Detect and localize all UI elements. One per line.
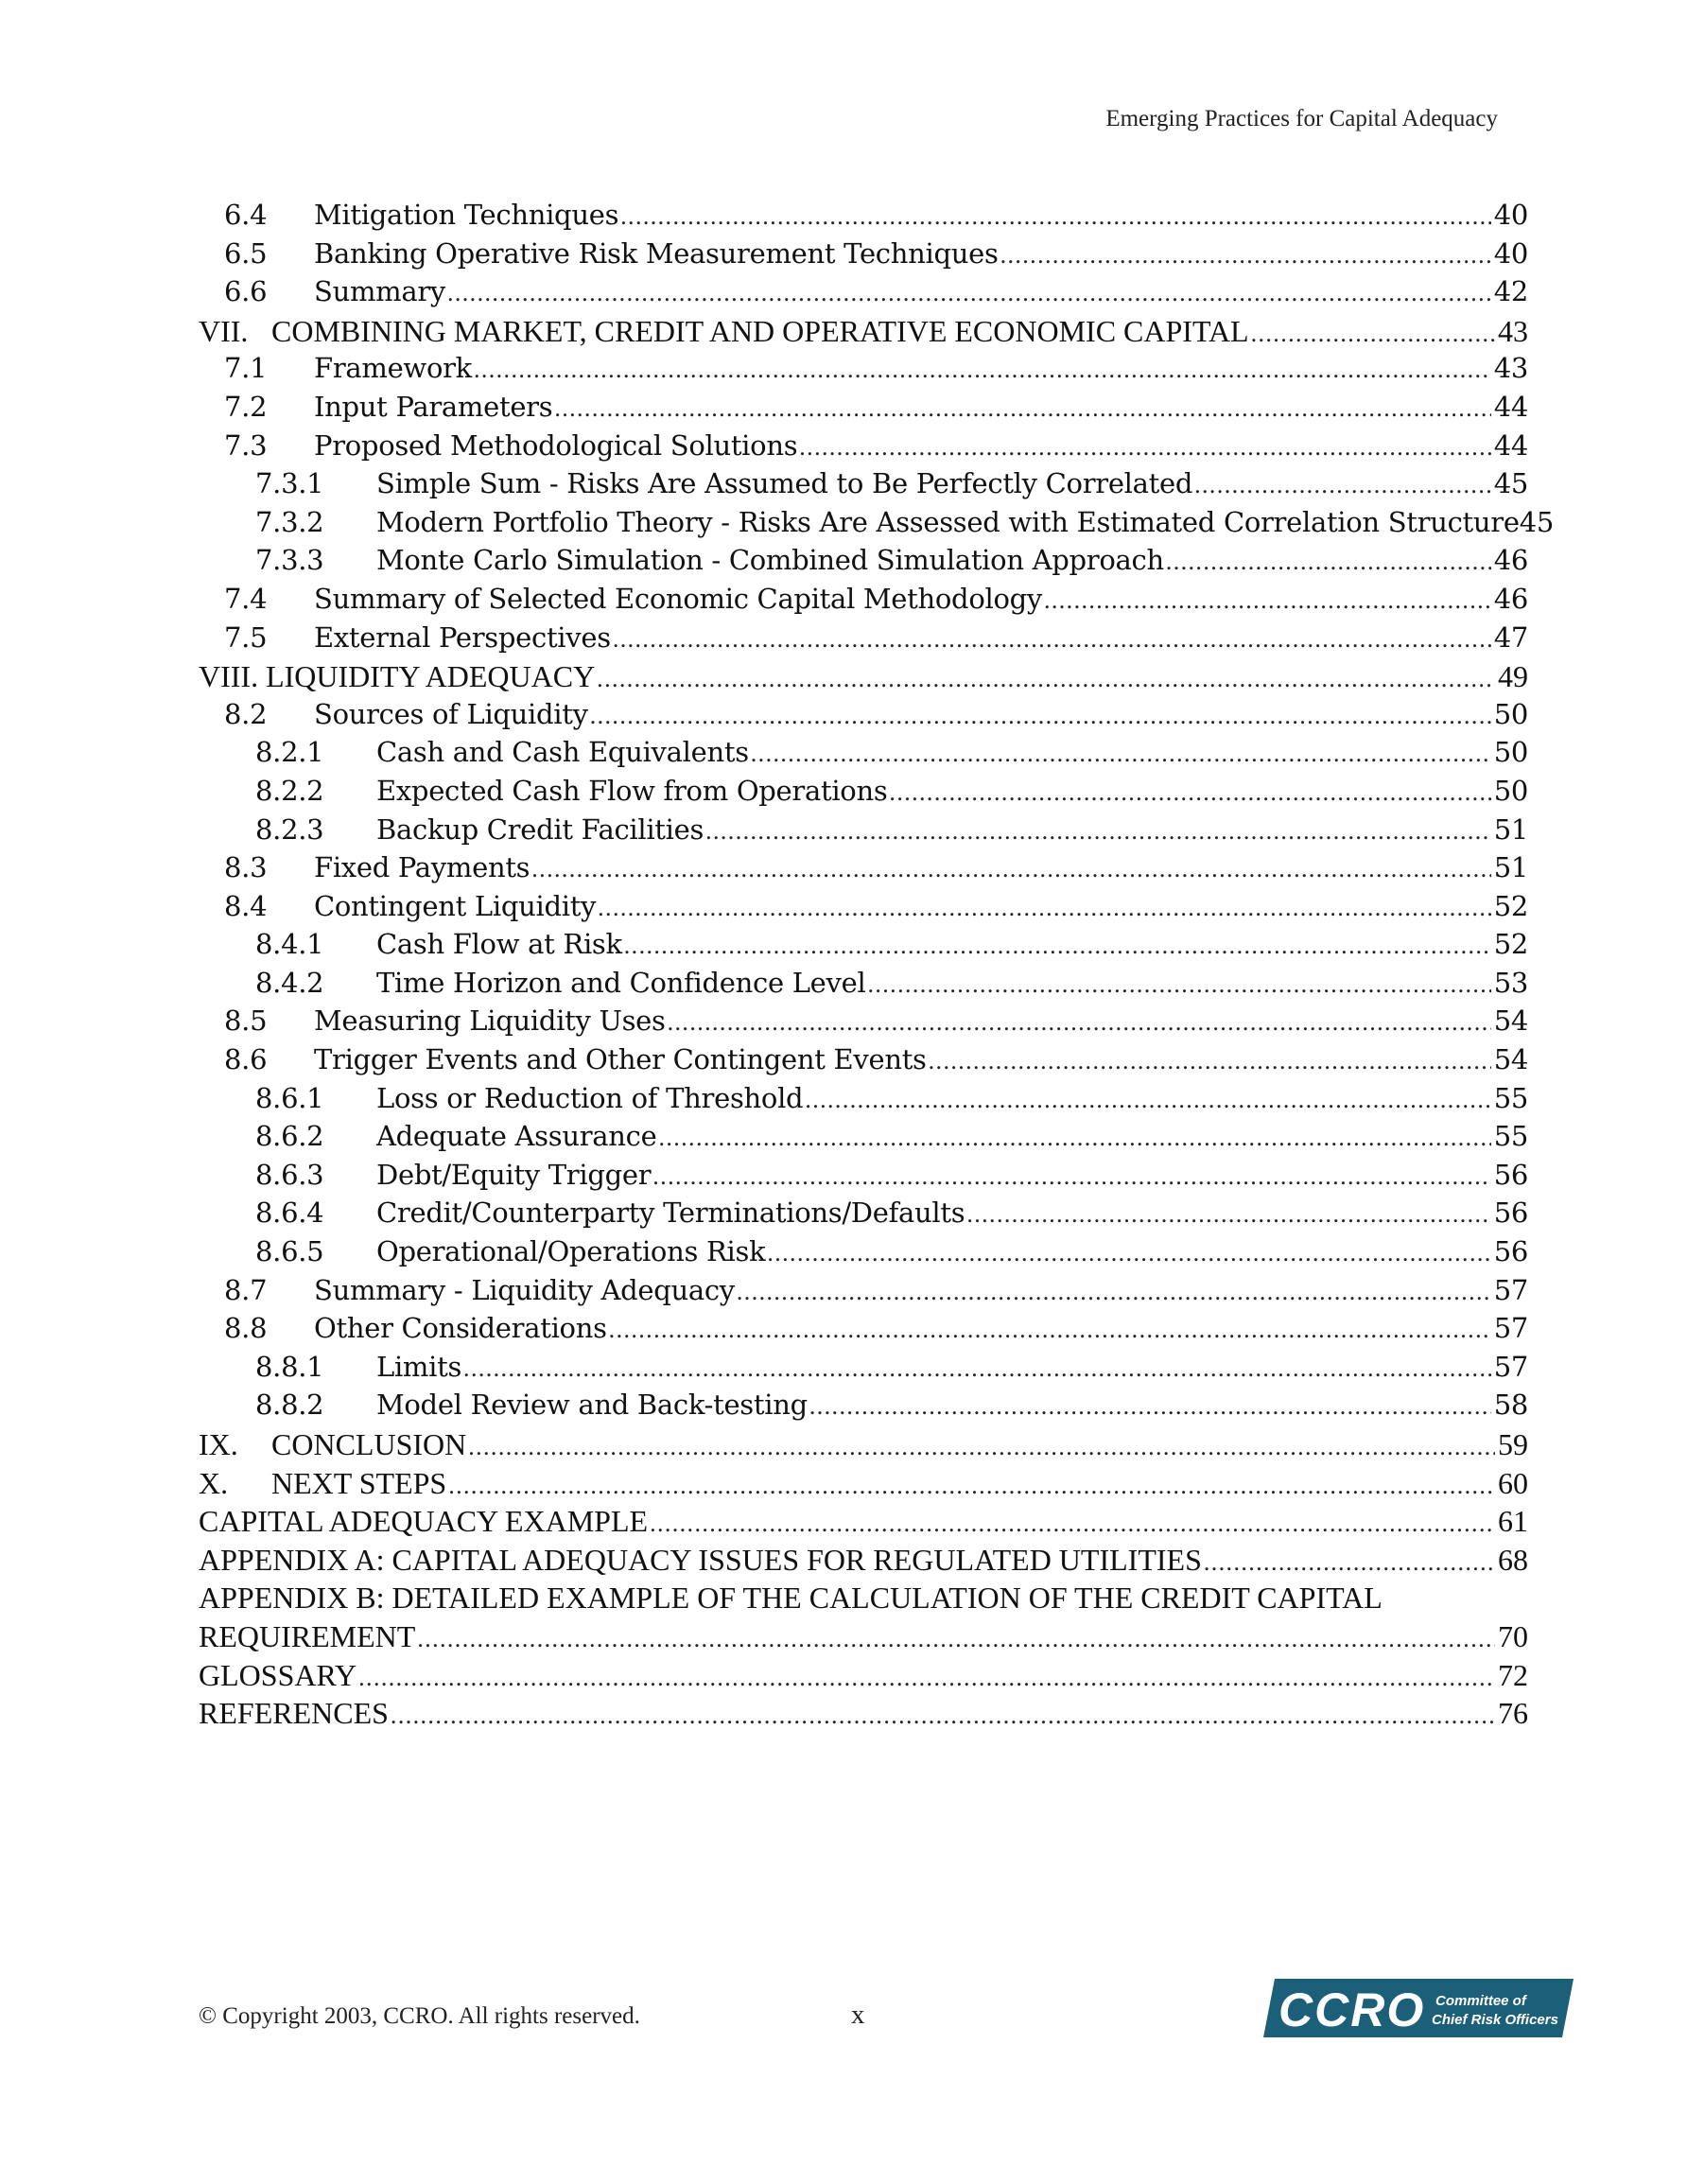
- toc-dot-leader: [447, 279, 1491, 307]
- toc-entry-title: REFERENCES: [199, 1696, 389, 1731]
- toc-dot-leader: [1194, 471, 1491, 499]
- toc-entry-number: 6.6: [224, 275, 268, 308]
- toc-dot-leader: [554, 394, 1490, 423]
- toc-dot-leader: [867, 970, 1490, 999]
- toc-entry[interactable]: [199, 1389, 1528, 1427]
- toc-entry-page: 40: [1493, 236, 1528, 270]
- toc-entry-title: Summary of Selected Economic Capital Methodology: [314, 582, 1042, 615]
- toc-entry[interactable]: [199, 1120, 1528, 1159]
- toc-entry[interactable]: [199, 698, 1528, 737]
- toc-entry-page: 44: [1493, 428, 1528, 462]
- toc-entry-number: 8.3: [224, 851, 268, 884]
- toc-entry-number: 7.4: [224, 582, 268, 615]
- toc-entry-page: 46: [1493, 544, 1528, 577]
- toc-entry-page: 56: [1493, 1235, 1528, 1268]
- toc-entry[interactable]: [199, 890, 1528, 929]
- toc-entry-title: Measuring Liquidity Uses: [314, 1005, 666, 1038]
- toc-entry[interactable]: [199, 1005, 1528, 1043]
- toc-entry-title: Time Horizon and Confidence Level: [376, 966, 866, 999]
- toc-entry-title: REQUIREMENT: [199, 1618, 416, 1653]
- toc-entry-number: 8.4.2: [255, 966, 324, 999]
- toc-entry-number: 7.3.2: [255, 505, 324, 538]
- toc-entry[interactable]: [199, 967, 1528, 1005]
- toc-dot-leader: [1251, 320, 1495, 348]
- toc-entry-title: NEXT STEPS: [271, 1465, 447, 1500]
- toc-entry[interactable]: [199, 928, 1528, 967]
- toc-entry-page: 56: [1493, 1197, 1528, 1230]
- toc-entry-title: CONCLUSION: [271, 1427, 467, 1461]
- toc-entry-title: Modern Portfolio Theory - Risks Are Assessed with Estimated Correlation Structure: [376, 505, 1520, 538]
- toc-entry[interactable]: [199, 1082, 1528, 1121]
- toc-entry[interactable]: [199, 1504, 1528, 1543]
- toc-entry[interactable]: [199, 1159, 1528, 1197]
- toc-entry[interactable]: [199, 1197, 1528, 1235]
- toc-entry[interactable]: [199, 1274, 1528, 1313]
- toc-entry[interactable]: [199, 1351, 1528, 1389]
- toc-entry-title: Model Review and Back-testing: [376, 1389, 808, 1422]
- toc-entry-title: Mitigation Techniques: [314, 199, 619, 231]
- ccro-logo-mark: CCRO: [1278, 1983, 1426, 2036]
- toc-dot-leader: [751, 740, 1491, 768]
- toc-entry-page: 43: [1498, 313, 1528, 348]
- toc-entry-number: 8.6.1: [255, 1081, 324, 1114]
- toc-entry-page: 61: [1498, 1504, 1528, 1539]
- toc-entry-number: 7.5: [224, 620, 268, 654]
- toc-entry-page: 53: [1493, 966, 1528, 999]
- toc-dot-leader: [966, 1200, 1490, 1229]
- toc-dot-leader: [767, 1239, 1490, 1267]
- toc-entry-title: Limits: [376, 1350, 462, 1383]
- toc-entry-title: Banking Operative Risk Measurement Techniques: [314, 236, 999, 270]
- toc-entry[interactable]: [199, 1619, 1528, 1658]
- toc-entry[interactable]: [199, 659, 1528, 698]
- toc-entry-page: 51: [1493, 851, 1528, 884]
- copyright-notice: © Copyright 2003, CCRO. All rights reserved.: [199, 2003, 640, 2029]
- toc-entry-page: 60: [1498, 1465, 1528, 1500]
- toc-entry[interactable]: [199, 1043, 1528, 1082]
- toc-dot-leader: [468, 1433, 1495, 1461]
- toc-entry-page: 50: [1493, 736, 1528, 769]
- toc-entry-title: CAPITAL ADEQUACY EXAMPLE: [199, 1504, 649, 1539]
- toc-entry-title: Backup Credit Facilities: [376, 812, 704, 846]
- toc-dot-leader: [737, 1278, 1491, 1306]
- toc-entry-number: 8.8: [224, 1312, 268, 1345]
- toc-entry-number: 8.6.5: [255, 1235, 324, 1268]
- toc-entry-page: 52: [1493, 889, 1528, 922]
- toc-entry-number: 6.5: [224, 236, 268, 270]
- toc-entry-page: 58: [1493, 1389, 1528, 1422]
- toc-entry[interactable]: [199, 1658, 1528, 1697]
- toc-entry-number: 8.4.1: [255, 928, 324, 961]
- toc-entry-number: 7.3: [224, 428, 268, 462]
- ccro-logo: [1261, 1977, 1575, 2039]
- toc-entry-number: 8.2.2: [255, 774, 324, 807]
- toc-entry-page: 43: [1493, 352, 1528, 385]
- toc-entry-page: 45: [1519, 505, 1554, 538]
- toc-entry-title: APPENDIX B: DETAILED EXAMPLE OF THE CALCULATION OF THE CREDIT CAPITAL: [199, 1581, 1383, 1616]
- toc-entry[interactable]: [199, 775, 1528, 813]
- toc-entry[interactable]: [199, 391, 1528, 429]
- toc-entry-number: 8.2: [224, 697, 268, 730]
- toc-dot-leader: [1000, 241, 1491, 270]
- toc-entry[interactable]: [199, 621, 1528, 660]
- toc-dot-leader: [448, 1472, 1495, 1500]
- toc-entry-title: Framework: [314, 352, 472, 385]
- toc-entry-page: 57: [1493, 1350, 1528, 1383]
- toc-entry-number: 8.6.3: [255, 1158, 324, 1191]
- toc-entry[interactable]: [199, 544, 1528, 583]
- toc-dot-leader: [1204, 1548, 1495, 1577]
- toc-dot-leader: [658, 1124, 1490, 1152]
- toc-entry-page: 55: [1493, 1120, 1528, 1153]
- toc-entry-title: GLOSSARY: [199, 1657, 357, 1692]
- toc-entry-number: 7.3.3: [255, 544, 324, 577]
- toc-entry[interactable]: [199, 1312, 1528, 1351]
- toc-entry-page: 49: [1498, 659, 1528, 694]
- toc-dot-leader: [652, 1162, 1490, 1191]
- toc-entry[interactable]: [199, 813, 1528, 852]
- toc-entry-number: 8.7: [224, 1273, 268, 1306]
- toc-entry-page: 47: [1493, 620, 1528, 654]
- toc-entry-title: Summary - Liquidity Adequacy: [314, 1273, 735, 1306]
- toc-entry[interactable]: [199, 1427, 1528, 1466]
- toc-entry[interactable]: [199, 467, 1528, 506]
- ccro-logo-line1: Committee of: [1435, 1993, 1526, 2009]
- toc-entry-number: 8.2.3: [255, 812, 324, 846]
- toc-entry-title: Cash Flow at Risk: [376, 928, 622, 961]
- toc-entry-number: 8.8.1: [255, 1350, 324, 1383]
- toc-dot-leader: [705, 817, 1491, 846]
- toc-entry-number: 6.4: [224, 199, 268, 231]
- toc-entry-page: 68: [1498, 1542, 1528, 1577]
- toc-dot-leader: [668, 1008, 1491, 1037]
- toc-entry-title: VIII. LIQUIDITY ADEQUACY: [199, 659, 596, 694]
- toc-dot-leader: [463, 1354, 1491, 1383]
- toc-dot-leader: [598, 894, 1491, 922]
- toc-entry-page: 50: [1493, 774, 1528, 807]
- toc-entry-page: 42: [1493, 275, 1528, 308]
- toc-entry-page: 76: [1498, 1696, 1528, 1731]
- toc-entry-page: 46: [1493, 582, 1528, 615]
- toc-entry-number: X.: [199, 1465, 229, 1500]
- toc-entry-title: Simple Sum - Risks Are Assumed to Be Perfectly Correlated: [376, 467, 1193, 500]
- toc-entry-title: Loss or Reduction of Threshold: [376, 1081, 804, 1114]
- toc-entry-page: 54: [1493, 1043, 1528, 1076]
- toc-dot-leader: [590, 702, 1491, 730]
- toc-dot-leader: [597, 665, 1495, 693]
- toc-entry[interactable]: [199, 199, 1528, 237]
- toc-dot-leader: [799, 433, 1490, 462]
- toc-entry-number: IX.: [199, 1427, 238, 1461]
- table-of-contents: [199, 199, 1554, 1735]
- toc-dot-leader: [809, 1392, 1491, 1421]
- toc-entry-page: 56: [1493, 1158, 1528, 1191]
- toc-entry-page: 50: [1493, 697, 1528, 730]
- toc-entry-title: COMBINING MARKET, CREDIT AND OPERATIVE ECONOMIC CAPITAL: [271, 313, 1249, 348]
- toc-entry-page: 44: [1493, 390, 1528, 423]
- toc-entry-page: 54: [1493, 1005, 1528, 1038]
- toc-entry-page: 59: [1498, 1427, 1528, 1461]
- toc-entry-title: Cash and Cash Equivalents: [376, 736, 749, 769]
- toc-entry-title: Fixed Payments: [314, 851, 530, 884]
- toc-entry-number: 7.3.1: [255, 467, 324, 500]
- toc-entry-title: Expected Cash Flow from Operations: [376, 774, 888, 807]
- toc-entry-title: Input Parameters: [314, 390, 553, 423]
- toc-entry-page: 57: [1493, 1273, 1528, 1306]
- toc-entry[interactable]: [199, 1696, 1528, 1735]
- toc-entry-number: 8.8.2: [255, 1389, 324, 1422]
- running-header: Emerging Practices for Capital Adequacy: [1105, 106, 1498, 131]
- toc-dot-leader: [650, 1510, 1495, 1538]
- toc-entry-number: 8.6.2: [255, 1120, 324, 1153]
- toc-entry-page: 72: [1498, 1657, 1528, 1692]
- toc-entry-page: 70: [1498, 1618, 1528, 1653]
- toc-entry-title: Monte Carlo Simulation - Combined Simulation Approach: [376, 544, 1164, 577]
- toc-entry[interactable]: [199, 1543, 1528, 1581]
- toc-entry[interactable]: [199, 1466, 1528, 1505]
- toc-entry-number: 8.2.1: [255, 736, 324, 769]
- toc-entry[interactable]: [199, 237, 1528, 276]
- toc-dot-leader: [613, 625, 1491, 654]
- toc-dot-leader: [609, 1316, 1491, 1344]
- toc-entry-page: 40: [1493, 199, 1528, 231]
- toc-entry-title: Debt/Equity Trigger: [376, 1158, 652, 1191]
- toc-entry-title: Adequate Assurance: [376, 1120, 657, 1153]
- toc-entry-page: 51: [1493, 812, 1528, 846]
- toc-dot-leader: [358, 1664, 1495, 1692]
- toc-entry[interactable]: [199, 1235, 1528, 1274]
- toc-entry-number: 7.1: [224, 352, 268, 385]
- ccro-logo-line2: Chief Risk Officers: [1432, 2012, 1558, 2028]
- toc-entry[interactable]: [199, 429, 1528, 468]
- toc-entry[interactable]: [199, 505, 1554, 545]
- toc-entry-page: 52: [1493, 928, 1528, 961]
- toc-entry-number: 8.6.4: [255, 1197, 324, 1230]
- toc-entry[interactable]: [199, 851, 1528, 890]
- toc-entry-page: 45: [1493, 467, 1528, 500]
- toc-entry-number: VII.: [199, 313, 249, 348]
- toc-entry-title: Contingent Liquidity: [314, 889, 597, 922]
- toc-dot-leader: [929, 1047, 1491, 1075]
- toc-entry-number: 8.4: [224, 889, 268, 922]
- toc-dot-leader: [531, 855, 1490, 883]
- toc-dot-leader: [889, 778, 1490, 807]
- toc-dot-leader: [474, 356, 1491, 384]
- toc-entry-title: Summary: [314, 275, 445, 308]
- toc-entry-page: 57: [1493, 1312, 1528, 1345]
- page-number: x: [851, 2000, 865, 2030]
- toc-entry-number: 7.2: [224, 390, 268, 423]
- toc-dot-leader: [1166, 548, 1491, 576]
- toc-entry-title: Credit/Counterparty Terminations/Defaults: [376, 1197, 965, 1230]
- toc-entry[interactable]: [199, 275, 1528, 314]
- toc-entry[interactable]: [199, 583, 1528, 621]
- toc-dot-leader: [1044, 586, 1491, 615]
- toc-entry[interactable]: [199, 1581, 1528, 1619]
- toc-dot-leader: [805, 1086, 1490, 1114]
- toc-entry-page: 55: [1493, 1081, 1528, 1114]
- toc-dot-leader: [624, 932, 1491, 960]
- toc-entry-title: Proposed Methodological Solutions: [314, 428, 798, 462]
- toc-entry-title: Sources of Liquidity: [314, 697, 588, 730]
- toc-dot-leader: [620, 202, 1491, 231]
- toc-entry-title: APPENDIX A: CAPITAL ADEQUACY ISSUES FOR REGULATED UTILITIES: [199, 1542, 1202, 1577]
- toc-entry-title: Trigger Events and Other Contingent Events: [314, 1043, 927, 1076]
- toc-entry-title: External Perspectives: [314, 620, 611, 654]
- toc-entry[interactable]: [199, 352, 1528, 391]
- toc-entry[interactable]: [199, 314, 1528, 353]
- toc-entry-title: Other Considerations: [314, 1312, 607, 1345]
- toc-dot-leader: [391, 1702, 1495, 1730]
- toc-entry-title: Operational/Operations Risk: [376, 1235, 766, 1268]
- toc-dot-leader: [417, 1625, 1495, 1653]
- toc-entry-number: 8.5: [224, 1005, 268, 1038]
- toc-entry[interactable]: [199, 736, 1528, 775]
- toc-entry-number: 8.6: [224, 1043, 268, 1076]
